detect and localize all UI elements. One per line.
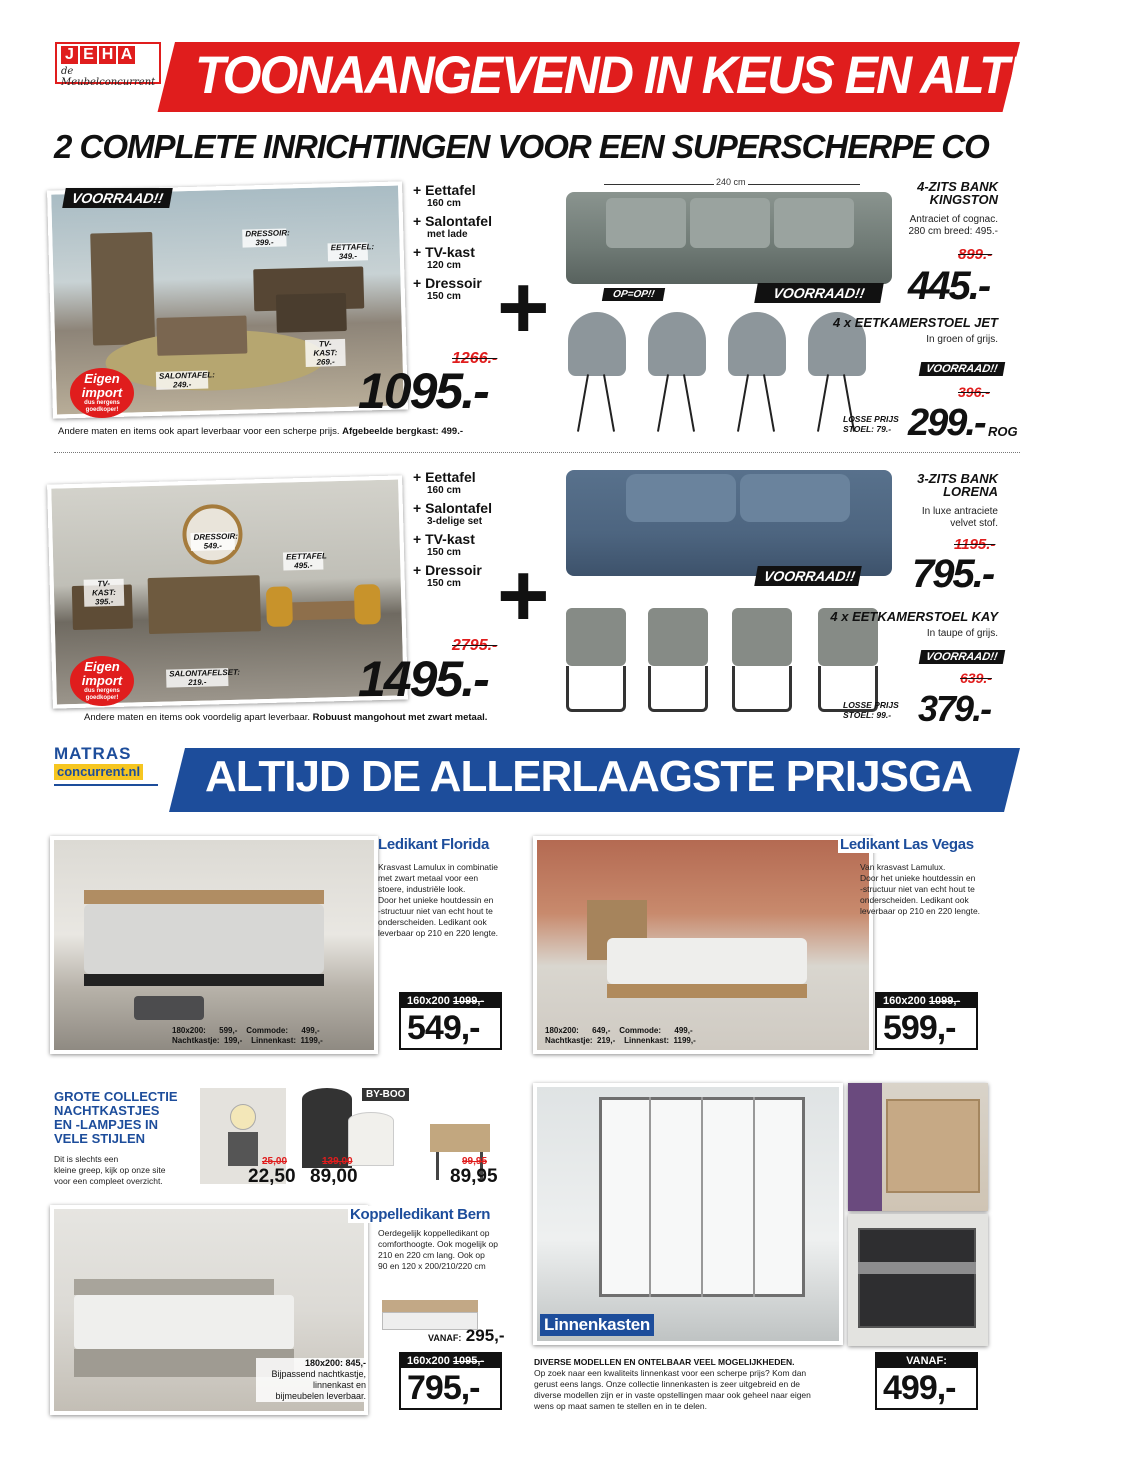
sofa2-desc: In luxe antraciete velvet stof.	[921, 506, 998, 529]
lasvegas-title: Ledikant Las Vegas	[840, 836, 974, 853]
florida-price: 549,-	[407, 1009, 480, 1047]
florida-bed-photo	[50, 836, 378, 1054]
set2-item: + Salontafel 3-delige set	[413, 500, 492, 527]
set2-tag-eettafel: EETTAFEL 495.-	[283, 551, 323, 570]
sofa2-title: 3-ZITS BANK LORENA	[917, 471, 998, 499]
chairs2-desc: In taupe of grijs.	[926, 628, 998, 639]
sofa1-op-badge: OP=OP!!	[602, 288, 666, 301]
set2-item-list	[413, 470, 492, 594]
logo-letters: J E H A	[61, 46, 137, 64]
plus-icon: +	[497, 258, 550, 358]
sofa2-price: 795.-	[912, 552, 994, 596]
set2-item: + Dressoir 150 cm	[413, 562, 482, 589]
set1-tag-eettafel: EETTAFEL: 349.-	[328, 242, 368, 261]
linnenkasten-title: Linnenkasten	[540, 1314, 654, 1336]
bern-price: 795,-	[407, 1369, 480, 1407]
chairs2-old-price: 639.-	[960, 670, 992, 686]
set1-item: + Dressoir 150 cm	[413, 275, 482, 302]
set1-tag-salontafel: SALONTAFEL: 249.-	[156, 371, 208, 390]
florida-title: Ledikant Florida	[378, 836, 490, 853]
nachtkastjes-desc: Dit is slechts een kleine greep, kijk op onze site voor een compleet overzicht.	[54, 1154, 166, 1186]
set1-tag-dressoir: DRESSOIR: 399.-	[242, 228, 286, 247]
sofa2-voorraad-badge: VOORRAAD!!	[754, 566, 862, 586]
chairs1-cut-text: ROG	[988, 424, 1018, 439]
bern-vanaf: VANAF: 295,-	[428, 1326, 505, 1345]
set2-item: + TV-kast 150 cm	[413, 531, 475, 558]
nachtkastjes-title: GROTE COLLECTIE NACHTKASTJES EN -LAMPJES IN VELE STIJLEN	[54, 1089, 178, 1146]
chairs1-title: 4 x EETKAMERSTOEL JET	[833, 315, 998, 330]
bern-desc: Oerdegelijk koppelledikant op comforthoogte. Ook mogelijk op 210 en 220 cm lang. Ook op 90 en 120 x 200/210/220 cm	[378, 1228, 499, 1271]
lamp-price: 22,50	[248, 1166, 296, 1187]
header-headline: TOONAANGEVEND IN KEUS EN ALTIJD D	[195, 45, 1125, 105]
lasvegas-price: 599,-	[883, 1009, 956, 1047]
set1-item: + TV-kast 120 cm	[413, 244, 475, 271]
lasvegas-spec: 180x200: 649,- Commode: 499,- Nachtkastje: 219,- Linnenkast: 1199,-	[545, 1026, 696, 1045]
linnenkasten-photo	[533, 1083, 843, 1345]
sofa1-price: 445.-	[908, 264, 990, 308]
florida-desc: Krasvast Lamulux in combinatie met zwart metaal voor een stoere, industriële look. Door het unieke houtdessin en -structuur niet van echt hout te onderscheiden. Ledikant ook leverbaar op 210 en 220 lengte.	[378, 862, 499, 938]
lasvegas-price-box: 160x200 1099,- 599,-	[875, 992, 978, 1050]
set2-tag-tvkast: TV-KAST: 395.-	[84, 579, 125, 607]
linnenkasten-heading: DIVERSE MODELLEN EN ONTELBAAR VEEL MOGELIJKHEDEN.	[534, 1357, 795, 1367]
jeha-logo[interactable]	[55, 42, 161, 88]
set1-eigen-import-badge: Eigen import dus nergens goedkoper!	[70, 368, 134, 418]
chairs1-desc: In groen of grijs.	[926, 334, 998, 345]
matras-logo-underline	[54, 784, 158, 786]
wardrobe-photo-2	[848, 1083, 988, 1211]
section-subhead: 2 COMPLETE INRICHTINGEN VOOR EEN SUPERSCHERPE CO	[54, 128, 989, 165]
sofa1-voorraad-badge: VOORRAAD!!	[754, 283, 884, 303]
chairs2-price: 379.-	[918, 688, 991, 729]
sofa1-desc: Antraciet of cognac. 280 cm breed: 495.-	[908, 214, 998, 237]
set2-note: Andere maten en items ook voordelig apart leverbaar. Robuust mangohout met zwart metaal.	[84, 712, 488, 723]
florida-spec: 180x200: 599,- Commode: 499,- Nachtkastje: 199,- Linnenkast: 1199,-	[172, 1026, 323, 1045]
sofa2-image	[566, 470, 892, 576]
set1-item: + Salontafel met lade	[413, 213, 492, 240]
lamp-old-price: 25,00	[262, 1156, 288, 1167]
bern-spec: 180x200: 845,- Bijpassend nachtkastje, linnenkast en bijmeubelen leverbaar.	[256, 1358, 366, 1402]
chairs2-losse-prijs: LOSSE PRIJS STOEL: 99.-	[843, 700, 899, 720]
sofa2-old-price: 1195.-	[954, 536, 996, 553]
bern-price-box: 160x200 1095,- 795,-	[399, 1352, 502, 1410]
nightstand-old-price: 99,95	[462, 1156, 488, 1167]
bern-title: Koppelledikant Bern	[350, 1206, 491, 1223]
set1-item: + Eettafel 160 cm	[413, 182, 476, 209]
chairs1-old-price: 396.-	[958, 384, 990, 400]
set2-old-price: 2795.-	[452, 637, 498, 654]
set1-note: Andere maten en items ook apart leverbaar voor een scherpe prijs. Afgebeelde bergkast: 499.-	[58, 426, 464, 437]
byboo-logo: BY-BOO	[362, 1088, 409, 1101]
bedside-old-price: 139,00	[322, 1156, 353, 1167]
lasvegas-bed-photo	[533, 836, 873, 1054]
set1-item-list	[413, 183, 492, 307]
linnenkasten-price: 499,-	[883, 1369, 956, 1407]
set1-voorraad-badge: VOORRAAD!!	[62, 188, 173, 208]
matras-logo[interactable]: MATRAS concurrent.nl	[54, 745, 154, 785]
logo-subtitle: de Meubelconcurrent	[61, 66, 156, 88]
sofa1-title: 4-ZITS BANK KINGSTON	[917, 179, 998, 207]
chairs1-voorraad-badge: VOORRAAD!!	[919, 362, 1005, 376]
bedside-price: 89,00	[310, 1166, 358, 1187]
wardrobe-photo-3	[848, 1214, 988, 1346]
sofa1-old-price: 899.-	[958, 246, 993, 263]
lasvegas-desc: Van krasvast Lamulux. Door het unieke houtdessin en -structuur niet van echt hout te onderscheiden. Ledikant ook leverbaar op 210 en 220 lengte.	[860, 862, 981, 916]
chairs2-voorraad-badge: VOORRAAD!!	[919, 650, 1005, 664]
florida-price-box: 160x200 1099,- 549,-	[399, 992, 502, 1050]
linnenkasten-price-box: VANAF: 499,-	[875, 1352, 978, 1410]
set2-tag-dressoir: DRESSOIR: 549.-	[190, 532, 234, 551]
set2-item: + Eettafel 160 cm	[413, 469, 476, 496]
chairs1-losse-prijs: LOSSE PRIJS STOEL: 79.-	[843, 414, 899, 434]
linnenkasten-desc: Op zoek naar een kwaliteits linnenkast voor een scherpe prijs? Kom dan gerust eens langs. Onze collectie linnenkasten is zeer uitgebreid en de diverse modellen zijn er in vaste opstellingen maar ook geheel naar eigen wens op maat samen te stellen en in te delen.	[534, 1368, 811, 1411]
set2-tag-salontafel: SALONTAFELSET: 219.-	[166, 668, 228, 688]
plus-icon: +	[497, 546, 550, 646]
set1-tag-tvkast: TV-KAST: 269.-	[305, 339, 346, 367]
matras-headline: ALTIJD DE ALLERLAAGSTE PRIJSGA	[205, 752, 972, 801]
set2-price: 1495.-	[358, 651, 488, 707]
divider	[54, 452, 1020, 453]
chairs2-title: 4 x EETKAMERSTOEL KAY	[830, 609, 998, 624]
set1-old-price: 1266.-	[452, 350, 498, 367]
sofa1-image	[566, 192, 892, 284]
set1-price: 1095.-	[358, 363, 488, 419]
chairs1-price: 299.-	[908, 402, 985, 444]
nightstand-price: 89,95	[450, 1166, 498, 1187]
sofa1-dimension: 240 cm	[716, 177, 746, 187]
set2-eigen-import-badge: Eigen import dus nergens goedkoper!	[70, 656, 134, 706]
